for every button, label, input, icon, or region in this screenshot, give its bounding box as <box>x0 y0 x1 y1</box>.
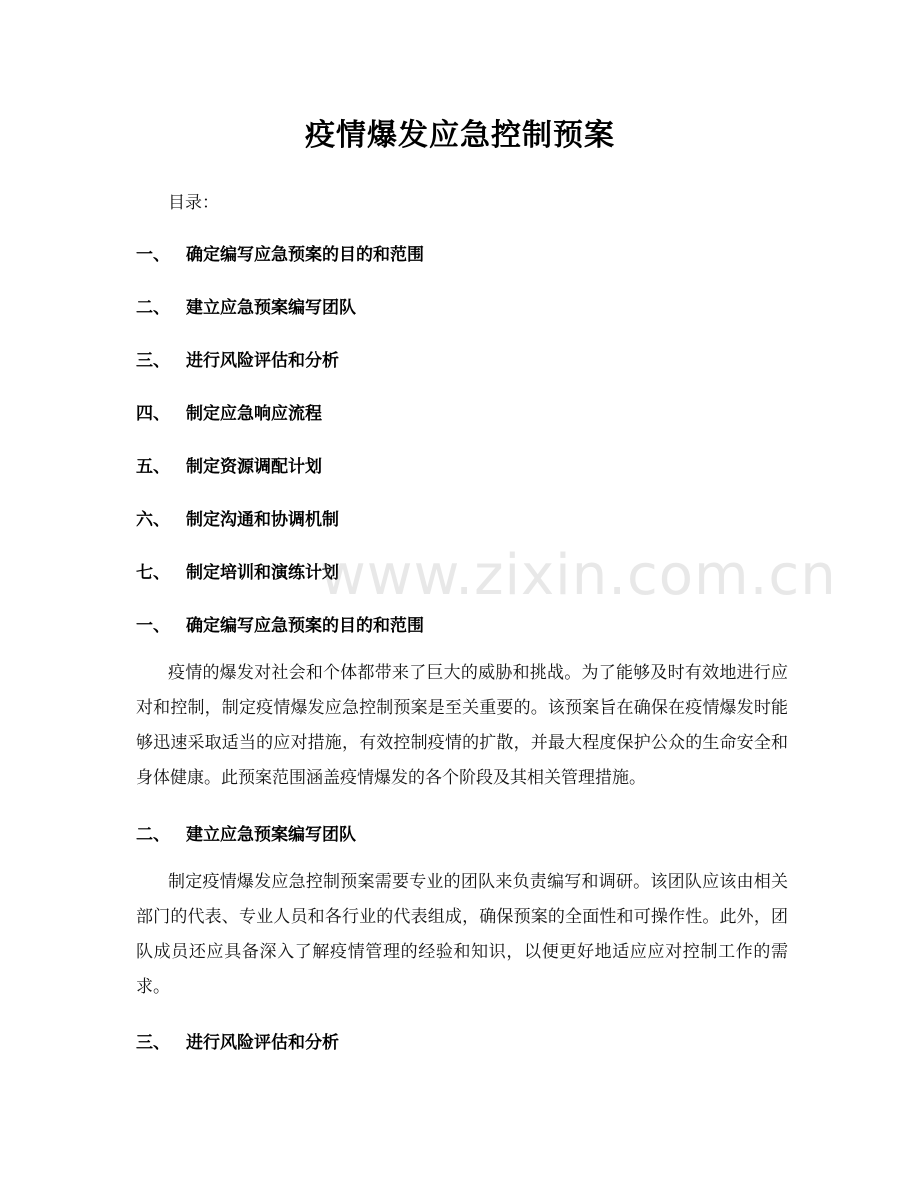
toc-item <box>136 346 339 371</box>
toc-item <box>136 240 424 265</box>
section-heading <box>136 611 424 636</box>
section-number: 一、 <box>136 616 170 636</box>
toc-item-number: 五、 <box>136 457 170 477</box>
toc-item-text: 制定应急响应流程 <box>186 404 322 424</box>
watermark: www.zixin.com.cn <box>320 543 837 608</box>
section-paragraph: 疫情的爆发对社会和个体都带来了巨大的威胁和挑战。为了能够及时有效地进行应对和控制，制定疫情爆发应急控制预案是至关重要的。该预案旨在确保在疫情爆发时能够迅速采取适当的应对措施，有效控制疫情的扩散，并最大程度保护公众的生命安全和身体健康。此预案范围涵盖疫情爆发的各个阶段及其相关管理措施。 <box>136 663 788 788</box>
toc-item-number: 三、 <box>136 351 170 371</box>
section-title: 进行风险评估和分析 <box>186 1033 339 1053</box>
toc-item-number: 七、 <box>136 563 170 583</box>
toc-item <box>136 399 322 424</box>
toc-item-number: 二、 <box>136 298 170 318</box>
toc-item <box>136 558 339 583</box>
toc-item-text: 制定资源调配计划 <box>186 457 322 477</box>
document-title: 疫情爆发应急控制预案 <box>305 118 615 153</box>
toc-item-number: 六、 <box>136 510 170 530</box>
toc-item-text: 制定培训和演练计划 <box>186 563 339 583</box>
toc-item-text: 确定编写应急预案的目的和范围 <box>186 245 424 265</box>
section-heading <box>136 820 356 845</box>
toc-label: 目录： <box>168 193 219 213</box>
section-title: 确定编写应急预案的目的和范围 <box>186 616 424 636</box>
toc-item-number: 四、 <box>136 404 170 424</box>
toc-item-number: 一、 <box>136 245 170 265</box>
toc-item <box>136 293 356 318</box>
toc-item-text: 建立应急预案编写团队 <box>186 298 356 318</box>
toc-item <box>136 452 322 477</box>
section-title: 建立应急预案编写团队 <box>186 825 356 845</box>
section-number: 三、 <box>136 1033 170 1053</box>
section-paragraph: 制定疫情爆发应急控制预案需要专业的团队来负责编写和调研。该团队应该由相关部门的代表、专业人员和各行业的代表组成，确保预案的全面性和可操作性。此外，团队成员还应具备深入了解疫情管理的经验和知识，以便更好地适应应对控制工作的需求。 <box>136 872 788 997</box>
toc-item-text: 进行风险评估和分析 <box>186 351 339 371</box>
section-number: 二、 <box>136 825 170 845</box>
toc-item-text: 制定沟通和协调机制 <box>186 510 339 530</box>
toc-item <box>136 505 339 530</box>
section-heading <box>136 1028 339 1053</box>
